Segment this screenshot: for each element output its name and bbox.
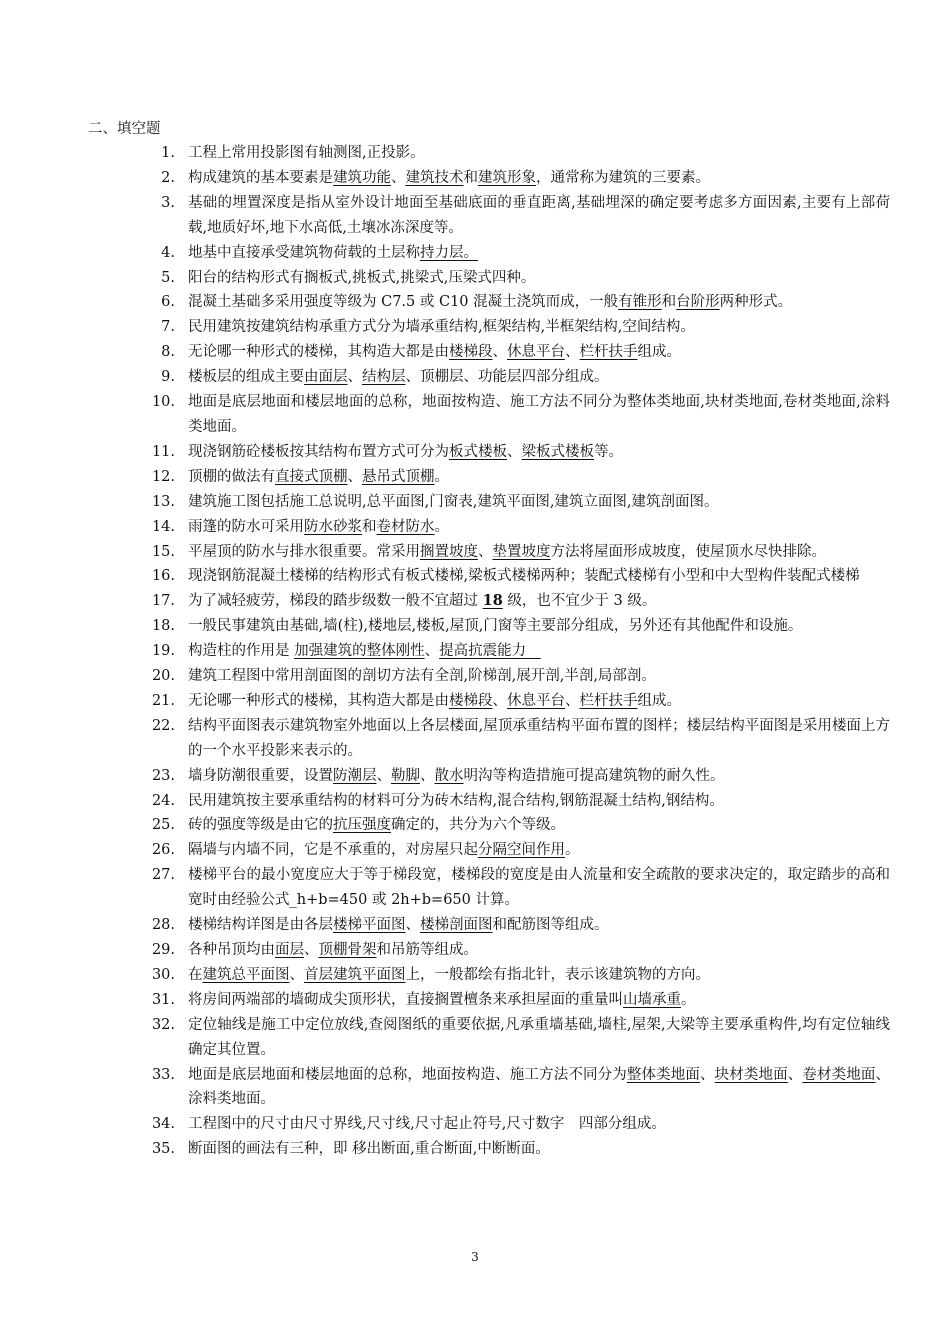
text-segment: 、 xyxy=(347,369,362,386)
item-number: 15. xyxy=(151,543,175,560)
text-segment: 。 xyxy=(434,518,449,535)
list-item xyxy=(0,813,950,838)
answer-blank: 勒脚 xyxy=(391,767,420,784)
item-text xyxy=(188,340,890,365)
item-text xyxy=(188,913,890,938)
page-number: 3 xyxy=(471,1250,479,1264)
item-number: 30. xyxy=(151,966,175,983)
answer-blank: 梁板式楼板 xyxy=(521,443,594,460)
item-number: 8. xyxy=(161,344,175,361)
item-number: 19. xyxy=(151,643,175,660)
text-segment: 一般民事建筑由基础,墙(柱),楼地层,楼板,屋顶,门窗等主要部分组成，另外还有其他配件和设施。 xyxy=(188,618,803,635)
text-segment: 构造柱的作用是 xyxy=(188,643,295,660)
answer-blank: 直接式顶棚 xyxy=(275,468,348,485)
text-segment: 、 xyxy=(699,1066,715,1083)
text-segment: 断面图的画法有三种，即 移出断面,重合断面,中断断面。 xyxy=(188,1141,550,1158)
text-segment: 地基中直接承受建筑物荷载的土层称 xyxy=(188,244,420,261)
text-segment: 楼梯平台的最小宽度应大于等于梯段宽，楼梯段的宽度是由人流量和安全疏散的要求决定的，取定踏步的高和宽时由经验公式_h+b=450 或 2h+b=650 计算。 xyxy=(188,867,890,909)
text-segment: 构成建筑的基本要素是 xyxy=(188,169,333,186)
text-segment: 顶棚的做法有 xyxy=(188,468,275,485)
item-text xyxy=(188,390,890,440)
item-text xyxy=(188,315,890,340)
answer-blank: 顶棚骨架 xyxy=(318,942,377,958)
list-item xyxy=(0,540,950,565)
list-item xyxy=(0,614,950,639)
text-segment: 为了减轻疲劳，梯段的踏步级数一般不宜超过 xyxy=(188,593,483,610)
answer-blank: 楼梯段 xyxy=(449,692,493,709)
list-item xyxy=(0,1137,950,1162)
answer-blank: 18 xyxy=(482,592,503,610)
section-heading: 二、填空题 xyxy=(88,121,161,137)
item-text xyxy=(188,266,890,291)
text-segment: 民用建筑按建筑结构承重方式分为墙承重结构,框架结构,半框架结构,空间结构。 xyxy=(188,319,695,336)
text-segment: 、涂料类地面。 xyxy=(188,1066,891,1108)
text-segment: 无论哪一种形式的楼梯，其构造大都是由 xyxy=(188,692,449,709)
item-text xyxy=(188,838,890,863)
item-text xyxy=(188,191,890,241)
answer-blank: 建筑技术 xyxy=(405,169,464,186)
text-segment: 、 xyxy=(565,344,580,361)
list-item xyxy=(0,465,950,490)
item-number: 5. xyxy=(161,269,175,286)
text-segment: 地面是底层地面和楼层地面的总称，地面按构造、施工方法不同分为 xyxy=(188,1066,627,1083)
item-number: 12. xyxy=(151,468,175,485)
item-text xyxy=(188,564,890,589)
answer-blank: 面层 xyxy=(275,942,304,958)
list-item xyxy=(0,838,950,863)
item-number: 22. xyxy=(151,717,175,734)
item-number: 31. xyxy=(151,991,175,1008)
list-item xyxy=(0,266,950,291)
answer-blank: 结构层 xyxy=(362,369,406,386)
text-segment: 、 xyxy=(405,917,420,934)
list-item xyxy=(0,589,950,614)
item-number: 33. xyxy=(151,1066,175,1083)
list-item xyxy=(0,988,950,1013)
text-segment: 。 xyxy=(434,468,449,485)
answer-blank: 防潮层 xyxy=(333,767,377,784)
text-segment: 混凝土基础多采用强度等级为 C7.5 或 C10 混凝土浇筑而成，一般 xyxy=(188,294,619,311)
item-text xyxy=(188,813,890,838)
item-text xyxy=(188,241,890,266)
list-item xyxy=(0,564,950,589)
item-text xyxy=(188,639,890,664)
text-segment: 各种吊顶均由 xyxy=(188,942,275,958)
text-segment: 现浇钢筋混凝土楼梯的结构形式有板式楼梯,梁板式楼梯两种；装配式楼梯有小型和中大型构件装配式楼梯 xyxy=(188,568,860,585)
text-segment: 工程上常用投影图有轴测图,正投影。 xyxy=(188,145,425,161)
list-item xyxy=(0,863,950,913)
item-text xyxy=(188,664,890,689)
text-segment: ，通常称为建筑的三要素。 xyxy=(536,169,710,186)
answer-blank: 卷材防水 xyxy=(376,518,435,535)
text-segment: 、 xyxy=(478,543,493,560)
item-text xyxy=(188,490,890,515)
question-list xyxy=(0,141,950,1162)
answer-blank: 山墙承重 xyxy=(623,991,681,1008)
text-segment: 、 xyxy=(376,767,391,784)
text-segment: 。 xyxy=(681,991,696,1008)
answer-blank: 建筑总平面图 xyxy=(202,966,290,983)
item-text xyxy=(188,764,890,789)
answer-blank: 台阶形 xyxy=(676,294,720,311)
item-number: 34. xyxy=(151,1116,175,1133)
item-text xyxy=(188,963,890,988)
item-text xyxy=(188,938,890,963)
answer-blank: 栏杆扶手 xyxy=(579,692,638,709)
list-item xyxy=(0,365,950,390)
item-number: 11. xyxy=(151,443,175,460)
answer-blank: 搁置坡度 xyxy=(420,543,478,560)
text-segment: 、 xyxy=(424,643,440,660)
list-item xyxy=(0,664,950,689)
answer-blank: 首层建筑平面图 xyxy=(304,966,406,983)
list-item xyxy=(0,1112,950,1137)
item-text xyxy=(188,1112,890,1137)
text-segment: 、 xyxy=(304,942,319,958)
item-text xyxy=(188,863,890,913)
answer-blank: 防水砂浆 xyxy=(304,518,362,535)
list-item xyxy=(0,1013,950,1063)
answer-blank: 卷材类地面 xyxy=(802,1066,876,1083)
item-text xyxy=(188,714,890,764)
list-item xyxy=(0,290,950,315)
list-item xyxy=(0,639,950,664)
item-number: 29. xyxy=(151,942,175,958)
text-segment: 工程图中的尺寸由尺寸界线,尺寸线,尺寸起止符号,尺寸数字 四部分组成。 xyxy=(188,1116,666,1133)
answer-blank: 垫置坡度 xyxy=(492,543,551,560)
item-number: 23. xyxy=(151,767,175,784)
list-item xyxy=(0,390,950,440)
item-text xyxy=(188,614,890,639)
item-number: 10. xyxy=(151,394,175,411)
text-segment: 和 xyxy=(661,294,677,311)
answer-blank: 散水 xyxy=(434,767,464,784)
answer-blank: 栏杆扶手 xyxy=(579,344,638,361)
item-number: 28. xyxy=(151,917,175,934)
answer-blank: 板式楼板 xyxy=(449,443,507,460)
answer-blank: 楼梯段 xyxy=(449,344,493,361)
text-segment: 、 xyxy=(565,692,580,709)
list-item xyxy=(0,141,950,166)
list-item xyxy=(0,340,950,365)
text-segment: 组成。 xyxy=(637,692,681,709)
list-item xyxy=(0,1063,950,1113)
item-text xyxy=(188,465,890,490)
item-number: 13. xyxy=(151,493,175,510)
item-text xyxy=(188,166,890,191)
text-segment: 、 xyxy=(787,1066,803,1083)
item-text xyxy=(188,589,890,614)
text-segment: 和 xyxy=(463,169,478,186)
list-item xyxy=(0,938,950,963)
list-item xyxy=(0,191,950,241)
text-segment: 、顶棚层、功能层四部分组成。 xyxy=(405,369,609,386)
text-segment: 方法将屋面形成坡度，使屋顶水尽快排除。 xyxy=(550,543,826,560)
list-item xyxy=(0,241,950,266)
text-segment: 明沟等构造措施可提高建筑物的耐久性。 xyxy=(463,767,725,784)
text-segment: 、 xyxy=(492,344,507,361)
item-text xyxy=(188,515,890,540)
answer-blank: 楼梯平面图 xyxy=(333,917,406,934)
answer-blank: 有锥形 xyxy=(618,294,662,311)
item-text xyxy=(188,988,890,1013)
item-number: 9. xyxy=(161,369,175,386)
item-number: 14. xyxy=(151,518,175,535)
text-segment: 在 xyxy=(188,966,203,983)
text-segment: 建筑施工图包括施工总说明,总平面图,门窗表,建筑平面图,建筑立面图,建筑剖面图。 xyxy=(188,493,719,510)
item-number: 20. xyxy=(151,668,175,685)
text-segment: 现浇钢筋砼楼板按其结构布置方式可分为 xyxy=(188,443,449,460)
item-text xyxy=(188,540,890,565)
item-number: 26. xyxy=(151,842,175,859)
item-number: 6. xyxy=(161,294,175,311)
text-segment: 雨篷的防水可采用 xyxy=(188,518,304,535)
text-segment: 墙身防潮很重要，设置 xyxy=(188,767,333,784)
text-segment: 无论哪一种形式的楼梯，其构造大都是由 xyxy=(188,344,449,361)
list-item xyxy=(0,315,950,340)
answer-blank: 块材类地面 xyxy=(714,1066,788,1083)
answer-blank: 休息平台 xyxy=(507,692,565,709)
list-item xyxy=(0,764,950,789)
item-text xyxy=(188,440,890,465)
list-item xyxy=(0,913,950,938)
answer-blank: 持力层。 xyxy=(420,244,478,261)
text-segment: 组成。 xyxy=(637,344,681,361)
text-segment: 确定的，共分为六个等级。 xyxy=(391,817,565,834)
answer-blank: 由面层 xyxy=(304,369,348,386)
item-number: 27. xyxy=(151,867,175,884)
list-item xyxy=(0,714,950,764)
item-text xyxy=(188,141,890,166)
item-number: 32. xyxy=(151,1016,175,1033)
item-text xyxy=(188,290,890,315)
text-segment: 地面是底层地面和楼层地面的总称，地面按构造、施工方法不同分为整体类地面,块材类地面,卷材类地面,涂料类地面。 xyxy=(188,394,890,435)
text-segment: 、 xyxy=(492,692,507,709)
text-segment: 民用建筑按主要承重结构的材料可分为砖木结构,混合结构,钢筋混凝土结构,钢结构。 xyxy=(188,792,724,809)
answer-blank: 建筑形象 xyxy=(478,169,536,186)
item-text xyxy=(188,689,890,714)
item-text xyxy=(188,1137,890,1162)
item-number: 7. xyxy=(161,319,175,336)
list-item xyxy=(0,490,950,515)
text-segment: 楼梯结构详图是由各层 xyxy=(188,917,333,934)
text-segment: 、 xyxy=(289,966,304,983)
text-segment: 阳台的结构形式有搁板式,挑板式,挑梁式,压梁式四种。 xyxy=(188,269,536,286)
item-number: 16. xyxy=(151,568,175,585)
answer-blank: 整体类地面 xyxy=(626,1066,700,1083)
list-item xyxy=(0,963,950,988)
item-number: 35. xyxy=(151,1141,175,1158)
text-segment: 基础的埋置深度是指从室外设计地面至基础底面的垂直距离,基础埋深的确定要考虑多方面因素,主要有上部荷载,地质好坏,地下水高低,土壤冰冻深度等。 xyxy=(188,194,890,236)
text-segment: 建筑工程图中常用剖面图的剖切方法有全剖,阶梯剖,展开剖,半剖,局部剖。 xyxy=(188,668,656,685)
item-number: 18. xyxy=(151,618,175,635)
text-segment: 等。 xyxy=(594,443,623,460)
list-item xyxy=(0,515,950,540)
answer-blank: 提高抗震能力 xyxy=(439,643,541,660)
text-segment: 和 xyxy=(362,518,377,535)
list-item xyxy=(0,440,950,465)
item-text xyxy=(188,789,890,814)
item-number: 4. xyxy=(161,244,175,261)
answer-blank: 建筑功能 xyxy=(333,169,391,186)
answer-blank: 楼梯剖面图 xyxy=(420,917,493,934)
text-segment: 定位轴线是施工中定位放线,查阅图纸的重要依据,凡承重墙基础,墙柱,屋架,大梁等主要承重构件,均有定位轴线确定其位置。 xyxy=(188,1016,890,1058)
item-number: 2. xyxy=(161,169,175,186)
text-segment: 楼板层的组成主要 xyxy=(188,369,304,386)
list-item xyxy=(0,789,950,814)
list-item xyxy=(0,166,950,191)
item-text xyxy=(188,365,890,390)
item-number: 21. xyxy=(151,692,175,709)
text-segment: 、 xyxy=(347,468,362,485)
text-segment: 。 xyxy=(565,842,580,859)
answer-blank: 加强建筑的整体刚性 xyxy=(294,643,425,660)
text-segment: 将房间两端部的墙砌成尖顶形状，直接搁置檀条来承担屋面的重量叫 xyxy=(188,991,623,1008)
list-item xyxy=(0,689,950,714)
item-text xyxy=(188,1063,890,1113)
text-segment: 、 xyxy=(420,767,435,784)
item-number: 25. xyxy=(151,817,175,834)
text-segment: 和吊筋等组成。 xyxy=(376,942,478,958)
item-number: 1. xyxy=(161,145,175,161)
answer-blank: 分隔空间作用 xyxy=(478,842,565,859)
text-segment: 结构平面图表示建筑物室外地面以上各层楼面,屋顶承重结构平面布置的图样；楼层结构平面图是采用楼面上方的一个水平投影来表示的。 xyxy=(188,717,890,759)
text-segment: 、 xyxy=(391,169,406,186)
text-segment: 、 xyxy=(507,443,522,460)
text-segment: 平屋顶的防水与排水很重要。常采用 xyxy=(188,543,420,560)
text-segment: 两种形式。 xyxy=(719,294,793,311)
answer-blank: 悬吊式顶棚 xyxy=(362,468,435,485)
text-segment: 和配筋图等组成。 xyxy=(492,917,609,934)
text-segment: 砖的强度等级是由它的 xyxy=(188,817,333,834)
answer-blank: 休息平台 xyxy=(507,344,565,361)
text-segment: 上，一般都绘有指北针，表示该建筑物的方向。 xyxy=(405,966,710,983)
text-segment: 级，也不宜少于 3 级。 xyxy=(502,593,657,610)
item-number: 24. xyxy=(151,792,175,809)
item-number: 3. xyxy=(161,194,175,211)
text-segment: 隔墙与内墙不同，它是不承重的，对房屋只起 xyxy=(188,842,478,859)
item-number: 17. xyxy=(151,593,175,610)
answer-blank: 抗压强度 xyxy=(333,817,391,834)
item-text xyxy=(188,1013,890,1063)
